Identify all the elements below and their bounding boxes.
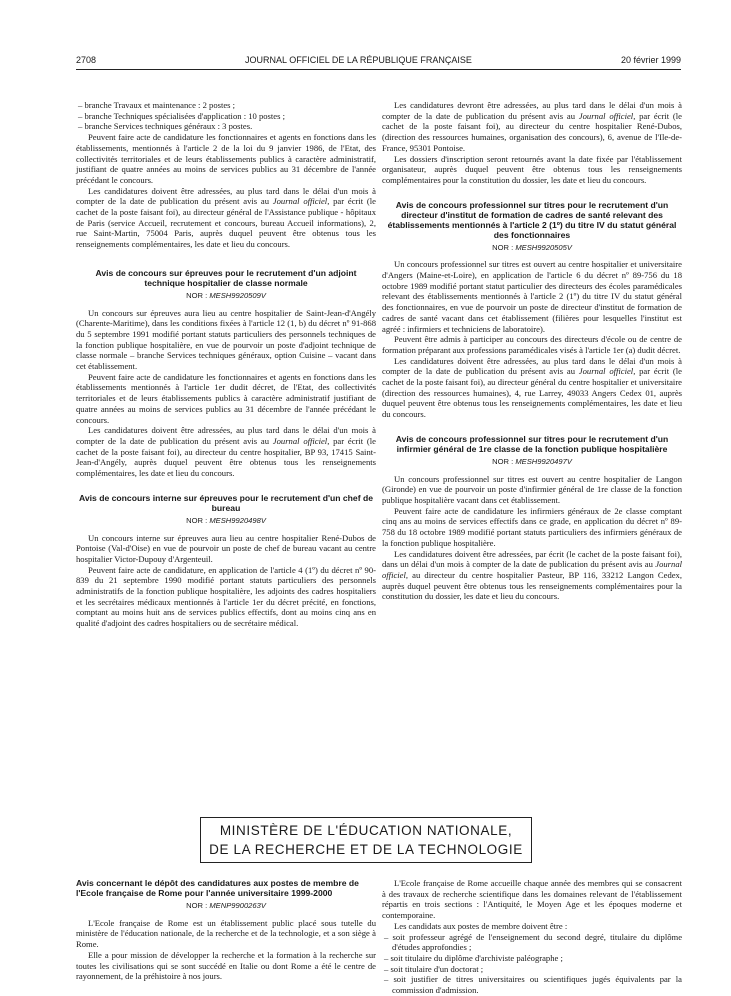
nor-reference: NOR : MESH9920505V bbox=[492, 242, 572, 252]
paragraph: Les candidatures doivent être adressées, au plus tard dans le délai d'un mois à compter de la date de publication du présent avis au Journal officiel, par écrit (le cachet de la poste faisant foi), au directeur du centre hospitalier, BP 93, 17415 Saint-Jean-d'Angély, auprès duquel peuvent être obtenus tous les renseignements complémentaires, les date et lieu du concours. bbox=[76, 425, 376, 479]
journal-title: JOURNAL OFFICIEL DE LA RÉPUBLIQUE FRANÇAISE bbox=[245, 55, 472, 65]
list-item: – branche Travaux et maintenance : 2 postes ; bbox=[76, 100, 376, 111]
right-column-bottom bbox=[382, 878, 682, 996]
branch-list bbox=[76, 100, 376, 132]
paragraph: Un concours sur épreuves aura lieu au centre hospitalier de Saint-Jean-d'Angély (Charente-Maritime), dans les conditions fixées à l'article 12 (1, b) du décret nº 91-868 du 5 septembre 1991 modifié portant statuts particuliers des personnels techniques de la fonction publique hospitalière, en vue de pourvoir un poste d'adjoint technique de classe normale – branche Services techniques généraux, option Cuisine – vacant dans cet établissement. bbox=[76, 307, 376, 372]
header-rule bbox=[76, 69, 681, 70]
list-item: – branche Services techniques généraux : 3 postes. bbox=[76, 121, 376, 132]
list-item: – branche Techniques spécialisées d'application : 10 postes ; bbox=[76, 111, 376, 122]
section-title-chef: Avis de concours interne sur épreuves pour le recrutement d'un chef de bureau bbox=[79, 492, 373, 513]
paragraph: Les candidatures doivent être adressées, par écrit (le cachet de la poste faisant foi), dans un délai d'un mois à compter de la date de publication du présent avis au Journal officiel, au directeur du centre hospitalier Pasteur, BP 116, 33212 Langon Cedex, auprès duquel peuvent être obtenus tous les renseignements complémentaires pour la constitution du dossier, les date et lieu du concours. bbox=[382, 548, 682, 602]
page-number: 2708 bbox=[76, 55, 97, 65]
section-title-directeur: Avis de concours professionnel sur titres pour le recrutement d'un directeur d'institut de formation de cadres de santé relevant des établissements mentionnés à l'article 2 (1º) du titre IV du statut général des fonctionnaires bbox=[387, 199, 677, 240]
nor-reference: NOR : MENP9900263V bbox=[186, 901, 266, 910]
section-title-infirmier: Avis de concours professionnel sur titres pour le recrutement d'un infirmier général de 1re classe de la fonction publique hospitalière bbox=[395, 433, 669, 454]
paragraph: Peuvent faire acte de candidature les fonctionnaires et agents en fonctions dans les établissements mentionnés à l'article 1er dudit décret, de l'Etat, des collectivités territoriales et de leurs établissements publics à caractère administratif justifiant de quatre années au moins de services publics au 31 décembre de l'année précédant le concours. bbox=[76, 371, 376, 425]
left-column bbox=[76, 100, 376, 629]
section-title-adjoint: Avis de concours sur épreuves pour le recrutement d'un adjoint technique hospitalier de classe normale bbox=[95, 267, 357, 288]
paragraph: Peuvent faire acte de candidature les fonctionnaires et agents en fonctions dans les établissements, mentionnés à l'article 2 de la loi du 9 janvier 1986, de l'Etat, des collectivités territoriales et de leurs établissements publics à caractère administratif, justifiant de quatre années au moins de services publics au 31 décembre de l'année précédant le concours. bbox=[76, 132, 376, 185]
right-column bbox=[382, 100, 682, 602]
paragraph: L'Ecole française de Rome est un établissement public placé sous tutelle du ministère de l'éducation nationale, de la recherche et de la technologie, et a son siège à Rome. bbox=[76, 917, 376, 950]
section-title-rome: Avis concernant le dépôt des candidatures aux postes de membre de l'Ecole française de Rome pour l'année universitaire 1999-2000 bbox=[76, 878, 359, 898]
paragraph: Peuvent être admis à participer au concours des directeurs d'école ou de centre de formation préparant aux professions paramédicales visés à l'article 1er (a) dudit décret. bbox=[382, 334, 682, 355]
nor-reference: NOR : MESH9920497V bbox=[492, 456, 572, 466]
paragraph: Un concours interne sur épreuves aura lieu au centre hospitalier René-Dubos de Pontoise (Val-d'Oise) en vue de pourvoir un poste de chef de bureau vacant au centre hospitalier Victor-Dupouy d'Argenteuil. bbox=[76, 532, 376, 564]
ministry-line-1: MINISTÈRE DE L'ÉDUCATION NATIONALE, bbox=[219, 823, 513, 838]
ministry-heading-box bbox=[200, 817, 532, 863]
paragraph: Les candidatures devront être adressées, au plus tard dans le délai d'un mois à compter de la date de publication du présent avis au Journal officiel, par écrit (le cachet de la poste faisant foi), au directeur du centre hospitalier René-Dubos, (direction des ressources humaines, organisation des concours), 6, avenue de l'Ile-de-France, 95301 Pontoise. bbox=[382, 100, 682, 153]
list-item: – soit titulaire du diplôme d'archiviste paléographe ; bbox=[382, 953, 682, 964]
paragraph: Peuvent faire acte de candidature les infirmiers généraux de 2e classe comptant cinq ans au moins de services effectifs dans ce grade, en application du décret nº 89-758 du 18 octobre 1989 modifié portant statuts particuliers des infirmiers généraux de la fonction publique hospitalière. bbox=[382, 505, 682, 548]
paragraph: Elle a pour mission de développer la recherche et la formation à la recherche sur toutes les civilisations qui se sont succédé en Italie ou dont Rome a été le centre de rayonnement, de la préhistoire à nos jours. bbox=[76, 949, 376, 982]
paragraph: Un concours professionnel sur titres est ouvert au centre hospitalier de Langon (Gironde) en vue de pourvoir un poste d'infirmier général de 1re classe de la fonction publique hospitalière vacant dans cet établissement. bbox=[382, 473, 682, 505]
paragraph: Les dossiers d'inscription seront retournés avant la date fixée par l'établissement organisateur, auprès duquel peuvent être obtenus tous les renseignements complémentaires pour la constitution du dossier, les date et lieu du concours. bbox=[382, 153, 682, 185]
paragraph: Les candidats aux postes de membre doivent être : bbox=[394, 920, 568, 931]
list-item: – soit justifier de titres universitaires ou scientifiques jugés équivalents par la commission d'admission. bbox=[382, 974, 682, 995]
list-item: – soit professeur agrégé de l'enseignement du second degré, titulaire du diplôme d'études approfondies ; bbox=[382, 932, 682, 953]
paragraph: Peuvent faire acte de candidature, en application de l'article 4 (1º) du décret nº 90-839 du 21 septembre 1990 modifié portant statuts particuliers des personnels administratifs de la fonction publique hospitalière, les adjoints des cadres hospitaliers et les secrétaires médicaux mentionnés à l'article 1er du décret précité, en fonctions, comptant au moins huit ans de services publics effectifs, dont au moins cinq ans en qualité d'adjoint des cadres hospitaliers ou de secrétaire médical. bbox=[76, 564, 376, 629]
paragraph: Les candidatures doivent être adressées, au plus tard dans le délai d'un mois à compter de la date de publication du présent avis au Journal officiel, par écrit (le cachet de la poste faisant foi), au directeur général de l'Assistance publique - hôpitaux de Paris (service Accueil, recrutement et concours, bureau Accueil informations), 2, rue Saint-Martin, 75004 Paris, auprès duquel peuvent être obtenus tous les renseignements complémentaires, les date et lieu du concours. bbox=[76, 185, 376, 250]
left-column-bottom bbox=[76, 878, 376, 982]
candidate-requirements-list bbox=[382, 932, 682, 996]
ministry-line-2: DE LA RECHERCHE ET DE LA TECHNOLOGIE bbox=[209, 842, 523, 857]
issue-date: 20 février 1999 bbox=[620, 55, 681, 65]
nor-reference: NOR : MESH9920498V bbox=[186, 515, 266, 525]
paragraph: Un concours professionnel sur titres est ouvert au centre hospitalier et universitaire d'Angers (Maine-et-Loire), en application de l'article 6 du décret nº 89-756 du 18 octobre 1989 modifié portant statut particulier des directeurs des écoles paramédicales relevant des établissements mentionnés à l'article 2 (1º) du titre IV du statut général des fonctionnaires, en vue de pourvoir un poste de directeur d'institut de formation de cadres de santé vacant dans cet établissement (filières pour lesquelles l'institut est agréé : infirmiers et techniciens de laboratoire). bbox=[382, 259, 682, 334]
paragraph: L'Ecole française de Rome accueille chaque année des membres qui se consacrent à des travaux de recherche scientifique dans les domaines relevant de l'établissement répartis en trois sections : l'Antiquité, le Moyen Age et les époques moderne et contemporaine. bbox=[382, 878, 682, 921]
list-item: – soit titulaire d'un doctorat ; bbox=[382, 964, 682, 975]
nor-reference: NOR : MESH9920509V bbox=[186, 290, 266, 300]
paragraph: Les candidatures doivent être adressées, au plus tard dans le délai d'un mois à compter de la date de publication du présent avis au Journal officiel, par écrit (le cachet de la poste faisant foi), au directeur général du centre hospitalier et universitaire (direction des ressources humaines), 4, rue Larrey, 49033 Angers Cedex 01, auprès duquel peuvent être obtenus tous les renseignements complémentaires, les date et lieu du concours. bbox=[382, 355, 682, 420]
page-header bbox=[76, 55, 681, 69]
